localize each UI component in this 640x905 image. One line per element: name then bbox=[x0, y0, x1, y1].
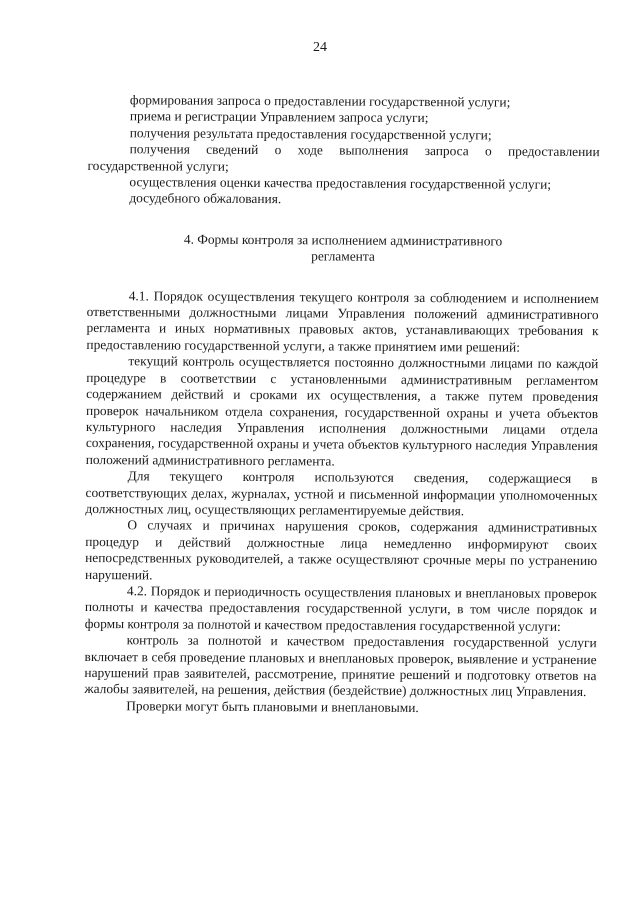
paragraph: Для текущего контроля используются сведения, содержащиеся в соответствующих делах, журналах, устной и письменной информации уполномоченных должностных лиц, осуществляющих регламентируемые действия. bbox=[85, 468, 598, 519]
paragraph: Проверки могут быть плановыми и внеплановыми. bbox=[126, 698, 419, 715]
document-body bbox=[84, 92, 600, 717]
list-item: получения сведений о ходе выполнения запроса о предоставлении государственной услуги; bbox=[87, 141, 600, 174]
list-item: приема и регистрации Управлением запроса услуги; bbox=[129, 108, 429, 126]
section-heading-line: 4. Формы контроля за исполнением административного bbox=[183, 231, 503, 249]
paragraph: 4.2. Порядок и периодичность осуществления плановых и внеплановых проверок полноты и качества предоставления государственной услуги, в том числе порядок и формы контроля за полнотой и качеством предоставления государственной услуги: bbox=[84, 583, 597, 634]
section-heading-line: регламента bbox=[311, 248, 375, 265]
list-item: осуществления оценки качества предоставления государственной услуги; bbox=[129, 174, 552, 192]
page-number: 24 bbox=[313, 40, 327, 55]
paragraph: контроль за полнотой и качеством предоставления государственной услуги включает в себя проведение плановых и внеплановых проверок, выявление и устранение нарушений прав заявителей, рассмотрение, принятие решений и подготовку ответов на жалобы заявителей, на решения, действия (бездействие) должностных лиц Управления. bbox=[84, 632, 597, 700]
paragraph: текущий контроль осуществляется постоянно должностными лицами по каждой процедуре в соответствии с установленными административным регламентом содержанием действий и сроками их осуществления, а также путем проведения проверок начальником отдела сохранения, государственной охраны и учета объектов культурного наследия Управления исполнения должностными лицами отдела сохранения, государственной охраны и учета объектов культурного наследия Управления положений административного регламента. bbox=[85, 353, 599, 469]
paragraph: О случаях и причинах нарушения сроков, содержания административных процедур и действий должностные лица немедленно информируют своих непосредственных руководителей, а также осуществляют срочные меры по устранению нарушений. bbox=[85, 517, 598, 582]
section-heading bbox=[87, 231, 599, 267]
list-item: досудебного обжалования. bbox=[129, 190, 282, 207]
paragraph: 4.1. Порядок осуществления текущего контроля за соблюдением и исполнением ответственными должностными лицами Управления положений административного регламента и иных нормативных правовых актов, устанавливающих требования к предоставлению государственной услуги, а также принятием ими решений: bbox=[86, 287, 599, 355]
list-item: формирования запроса о предоставлении государственной услуги; bbox=[129, 92, 511, 110]
list-item: получения результата предоставления государственной услуги; bbox=[129, 125, 492, 143]
